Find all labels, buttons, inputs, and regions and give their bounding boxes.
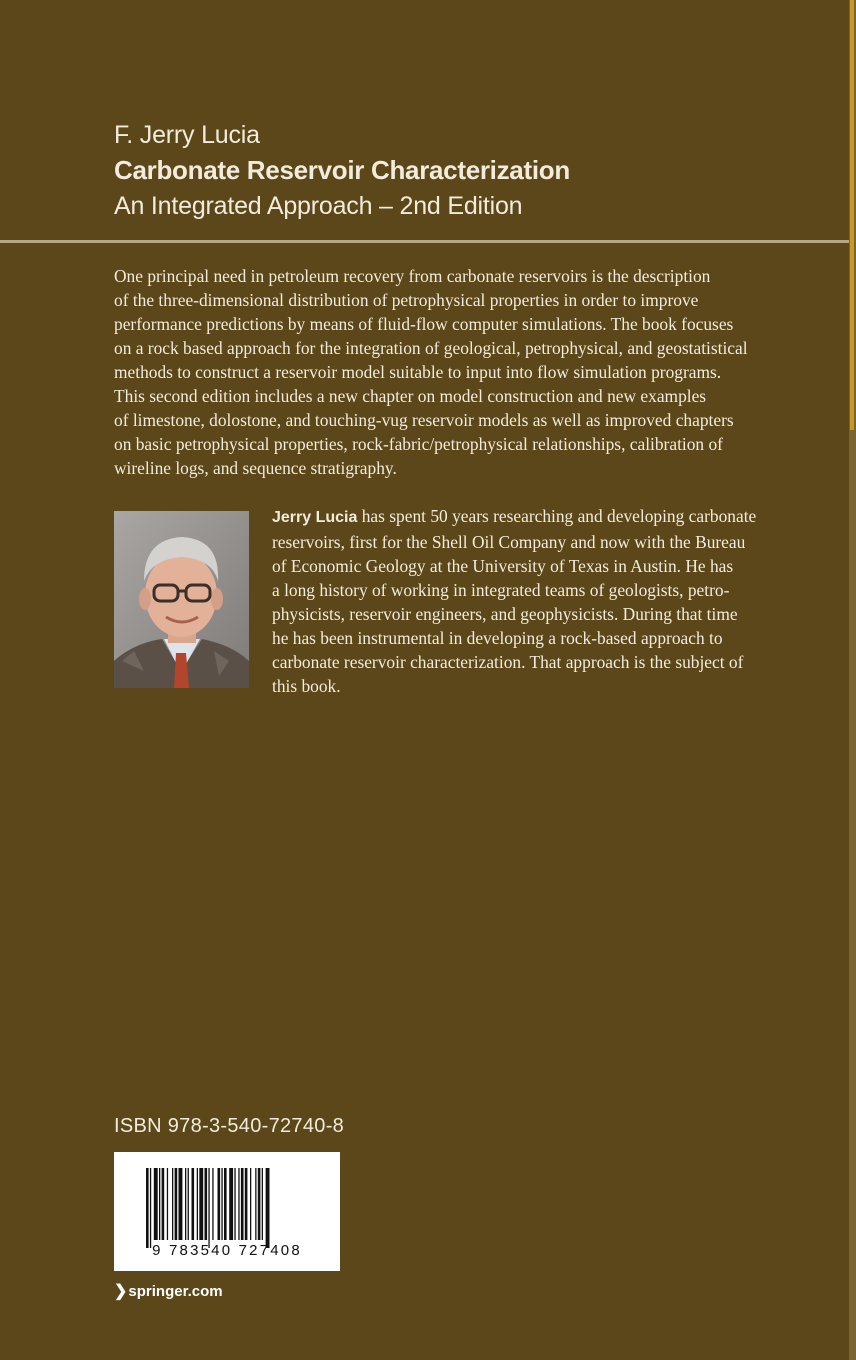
barcode-bar (221, 1168, 222, 1240)
barcode-bar (175, 1168, 178, 1240)
barcode-bar (250, 1168, 251, 1240)
barcode-bar (266, 1168, 270, 1248)
barcode-bar (150, 1168, 151, 1248)
barcode-bar (188, 1168, 189, 1240)
bio-first-line-text: has spent 50 years researching and developing carbonate (357, 506, 757, 526)
barcode-bar (179, 1168, 183, 1240)
publisher-url: springer.com (128, 1283, 223, 1300)
barcode-bar (234, 1168, 235, 1240)
isbn-barcode (114, 1152, 340, 1271)
isbn-label: ISBN 978-3-540-72740-8 (114, 1115, 345, 1137)
barcode-bar (238, 1168, 239, 1240)
author-bio (272, 504, 792, 698)
description-line: on a rock based approach for the integration of geological, petrophysical, and geostatistical (114, 338, 748, 358)
barcode-bar (262, 1168, 263, 1240)
bio-line: a long history of working in integrated teams of geologists, petro- (272, 580, 730, 600)
barcode-bar (258, 1168, 261, 1240)
barcode-bar (185, 1168, 186, 1240)
description-line: methods to construct a reservoir model suitable to input into flow simulation programs. (114, 362, 722, 382)
barcode-bar (162, 1168, 165, 1240)
author-photo (114, 511, 249, 688)
barcode-bar (208, 1168, 209, 1248)
barcode-bar (159, 1168, 160, 1240)
barcode-bar (172, 1168, 173, 1240)
bio-line: physicists, reservoir engineers, and geophysicists. During that time (272, 604, 738, 624)
barcode-bar (199, 1168, 203, 1240)
bio-line: reservoirs, first for the Shell Oil Company and now with the Bureau (272, 532, 746, 552)
barcode-bar (241, 1168, 244, 1240)
barcode-bar (192, 1168, 195, 1240)
book-title: Carbonate Reservoir Characterization (114, 155, 570, 185)
description-line: of the three-dimensional distribution of petrophysical properties in order to improve (114, 290, 699, 310)
barcode-bar (197, 1168, 198, 1240)
author-name: F. Jerry Lucia (114, 121, 260, 149)
description-line: performance predictions by means of fluid-flow computer simulations. The book focuses (114, 314, 734, 334)
description-line: of limestone, dolostone, and touching-vug reservoir models as well as improved chapters (114, 410, 734, 430)
cover-header (114, 118, 570, 224)
description-line: on basic petrophysical properties, rock-fabric/petrophysical relationships, calibration of (114, 434, 723, 454)
spine-accent-stripe (850, 0, 854, 430)
bio-line (272, 504, 792, 530)
bio-author-name: Jerry Lucia (272, 509, 358, 526)
barcode-digits: 9 783540 727408 (152, 1242, 302, 1259)
book-description (114, 264, 794, 480)
bio-line: of Economic Geology at the University of Texas in Austin. He has (272, 556, 734, 576)
spine-edge (849, 0, 856, 1360)
description-line: This second edition includes a new chapter on model construction and new examples (114, 386, 707, 406)
bio-line: he has been instrumental in developing a rock-based approach to (272, 628, 723, 648)
publisher-link[interactable] (114, 1281, 223, 1301)
barcode-bar (224, 1168, 227, 1240)
description-line: One principal need in petroleum recovery from carbonate reservoirs is the description (114, 266, 711, 286)
chevron-right-icon: ❯ (114, 1283, 128, 1300)
barcode-bar (205, 1168, 208, 1240)
barcode-bar (218, 1168, 221, 1240)
barcode-bar (167, 1168, 168, 1240)
bio-line: carbonate reservoir characterization. That approach is the subject of (272, 652, 744, 672)
header-divider (0, 240, 849, 243)
barcode-bar (154, 1168, 158, 1240)
book-subtitle: An Integrated Approach – 2nd Edition (114, 192, 523, 220)
barcode-bar (255, 1168, 256, 1240)
description-line: wireline logs, and sequence stratigraphy. (114, 458, 397, 478)
barcode-bar (229, 1168, 233, 1240)
bio-line: this book. (272, 676, 341, 696)
barcode-bar (245, 1168, 248, 1240)
barcode-bar (146, 1168, 149, 1248)
barcode-bar (212, 1168, 213, 1240)
